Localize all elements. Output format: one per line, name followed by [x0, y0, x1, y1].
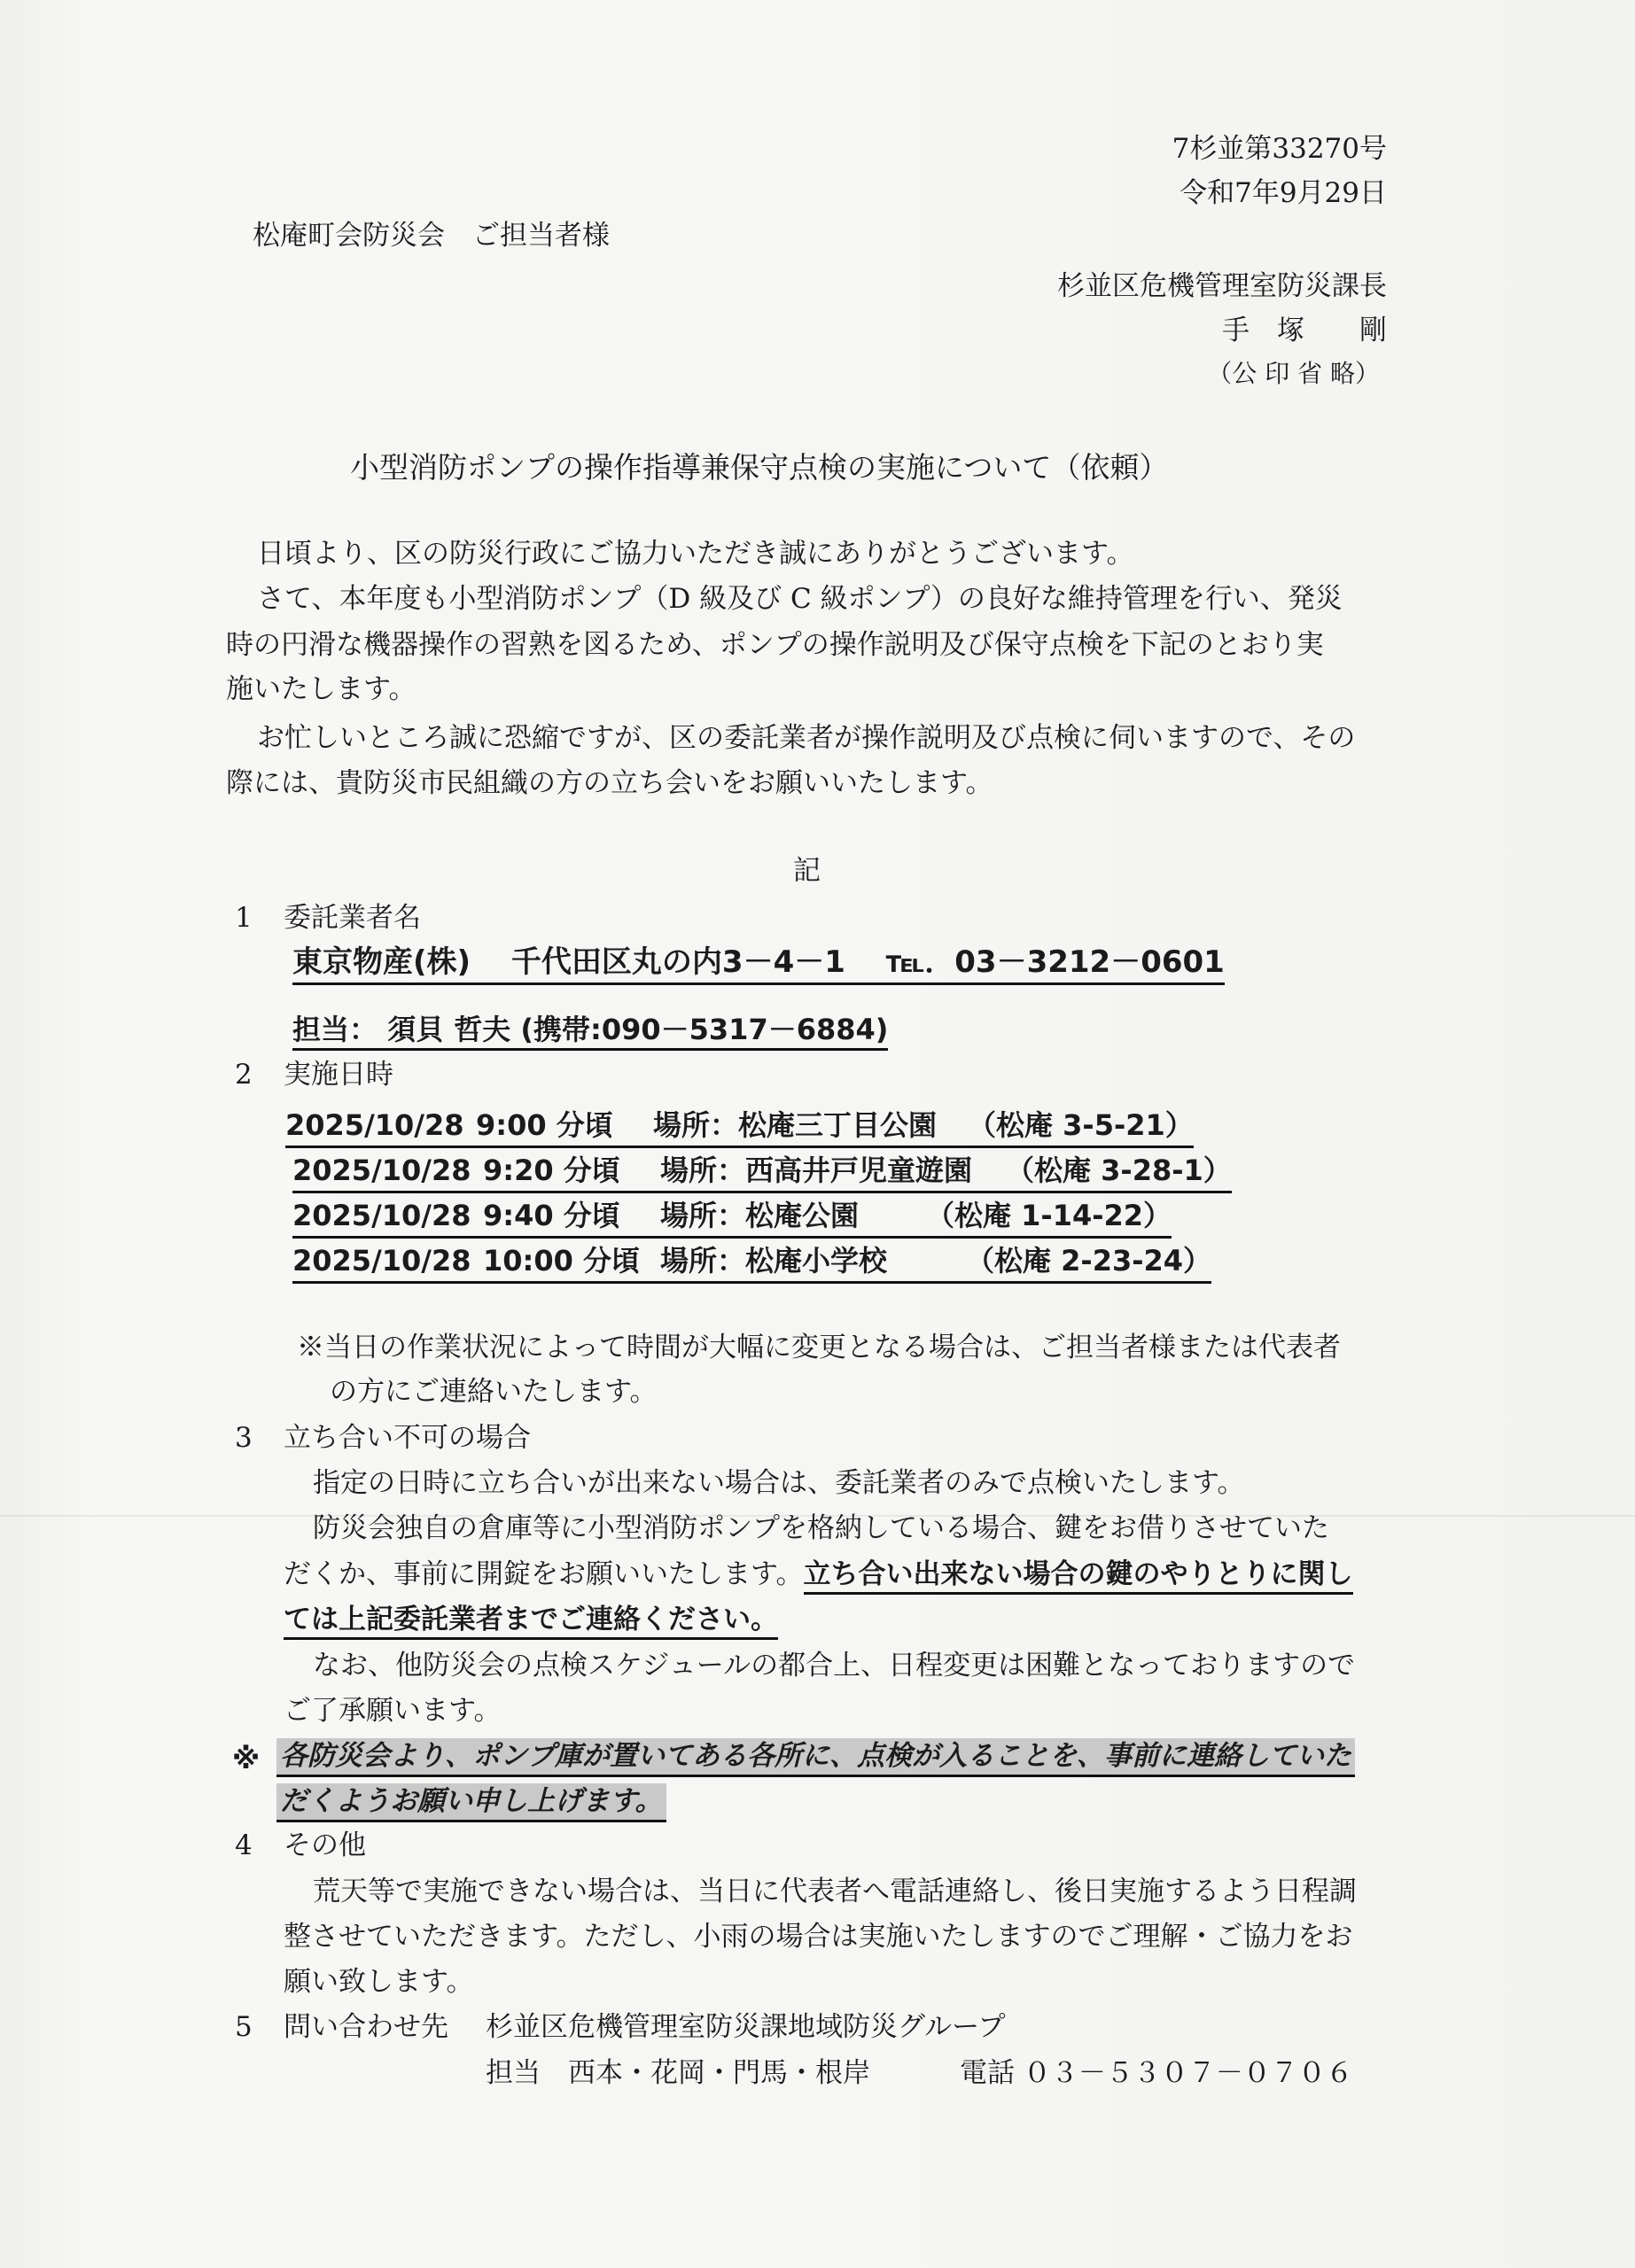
doc-number: 7杉並第33270号 — [1172, 133, 1387, 165]
schedule-time: 9:20 分頃 — [483, 1153, 620, 1187]
section-3-line-5: なお、他防災会の点検スケジュールの都合上、日程変更は困難となっておりますので — [313, 1650, 1356, 1682]
schedule-time: 9:00 分頃 — [476, 1108, 613, 1142]
section-4-line-1: 荒天等で実施できない場合は、当日に代表者へ電話連絡し、後日実施するよう日程調 — [313, 1876, 1357, 1907]
key-exchange-notice: 立ち合い出来ない場合の鍵のやりとりに関し — [804, 1558, 1353, 1595]
recipient: 松庵町会防災会 ご担当者様 — [253, 220, 610, 252]
body-paragraph-2-line-3: 施いたします。 — [226, 673, 417, 705]
schedule-row — [292, 1193, 1172, 1239]
sender-name: 手 塚 剛 — [1222, 315, 1387, 346]
seal-omitted-note: （公 印 省 略） — [1207, 359, 1380, 388]
section-3-line-4 — [284, 1604, 778, 1636]
section-1-number: 1 — [235, 902, 253, 934]
key-exchange-notice-cont: ては上記委託業者までご連絡ください。 — [284, 1604, 778, 1640]
contact-staff: 担当 西本・花岡・門馬・根岸 — [486, 2057, 870, 2089]
section-3-line-1: 指定の日時に立ち合いが出来ない場合は、委託業者のみで点検いたします。 — [313, 1467, 1245, 1499]
emphasis-mark: ※ — [232, 1742, 261, 1775]
body-paragraph-1: 日頃より、区の防災行政にご協力いただき誠にありがとうございます。 — [257, 538, 1134, 570]
schedule-date: 2025/10/28 — [292, 1199, 471, 1232]
document-title: 小型消防ポンプの操作指導兼保守点検の実施について（依頼） — [350, 450, 1169, 485]
doc-date: 令和7年9月29日 — [1180, 177, 1387, 209]
section-3-number: 3 — [235, 1422, 253, 1454]
schedule-address: （松庵 3-5-21） — [968, 1108, 1194, 1142]
schedule-date: 2025/10/28 — [292, 1153, 471, 1187]
schedule-place: 場所：西高井戸児童遊園 — [660, 1153, 973, 1187]
schedule-place: 場所：松庵三丁目公園 — [653, 1108, 938, 1142]
contact-phone: 電話 ０３－５３０７－０７０６ — [960, 2057, 1353, 2089]
schedule-row — [285, 1103, 1194, 1148]
section-4-heading: その他 — [284, 1829, 366, 1861]
schedule-row — [292, 1148, 1232, 1193]
schedule-address: （松庵 2-23-24） — [966, 1244, 1212, 1278]
contact-organization: 杉並区危機管理室防災課地域防災グループ — [486, 2011, 1006, 2043]
section-2-number: 2 — [235, 1059, 253, 1091]
schedule-time: 9:40 分頃 — [483, 1199, 620, 1232]
schedule-note-line-2: の方にご連絡いたします。 — [330, 1376, 658, 1408]
body-paragraph-3-line-1: お忙しいところ誠に恐縮ですが、区の委託業者が操作説明及び点検に伺いますので、その — [257, 722, 1356, 754]
section-3-line-6: ご了承願います。 — [284, 1695, 502, 1727]
emphasis-line-1: 各防災会より、ポンプ庫が置いてある各所に、点検が入ることを、事前に連絡していた — [276, 1738, 1355, 1777]
body-paragraph-2-line-1: さて、本年度も小型消防ポンプ（D 級及び C 級ポンプ）の良好な維持管理を行い、発災 — [257, 583, 1343, 615]
section-1-heading: 委託業者名 — [284, 902, 421, 934]
section-3-line-2: 防災会独自の倉庫等に小型消防ポンプを格納している場合、鍵をお借りさせていた — [313, 1512, 1329, 1544]
section-5-number: 5 — [235, 2011, 253, 2043]
section-2-heading: 実施日時 — [284, 1059, 393, 1091]
sender-department: 杉並区危機管理室防災課長 — [1057, 270, 1387, 302]
contractor-info: 東京物産(株) 千代田区丸の内3－4－1 ℡．03－3212－0601 — [292, 944, 1225, 985]
ki-heading: 記 — [793, 855, 821, 887]
schedule-address: （松庵 1-14-22） — [926, 1199, 1172, 1232]
body-paragraph-3-line-2: 際には、貴防災市民組織の方の立ち会いをお願いいたします。 — [226, 767, 993, 799]
section-4-line-3: 願い致します。 — [284, 1966, 474, 1998]
contractor-contact: 担当： 須貝 哲夫 (携帯:090－5317－6884) — [292, 1013, 888, 1051]
schedule-place: 場所：松庵公園 — [660, 1199, 860, 1232]
schedule-address: （松庵 3-28-1） — [1006, 1153, 1232, 1187]
schedule-time: 10:00 分頃 — [483, 1244, 641, 1278]
schedule-note-line-1: ※当日の作業状況によって時間が大幅に変更となる場合は、ご担当者様または代表者 — [297, 1332, 1341, 1363]
section-4-number: 4 — [235, 1829, 253, 1861]
body-paragraph-2-line-2: 時の円滑な機器操作の習熟を図るため、ポンプの操作説明及び保守点検を下記のとおり実 — [226, 629, 1324, 661]
schedule-row — [292, 1239, 1211, 1284]
section-3-line-3 — [284, 1558, 1353, 1591]
section-4-line-2: 整させていただきます。ただし、小雨の場合は実施いたしますのでご理解・ご協力をお — [284, 1921, 1353, 1953]
section-3-heading: 立ち合い不可の場合 — [284, 1422, 531, 1454]
schedule-place: 場所：松庵小学校 — [660, 1244, 888, 1278]
emphasis-line-2: だくようお願い申し上げます。 — [276, 1783, 666, 1822]
section-3-line-3-text: だくか、事前に開錠をお願いいたします。 — [284, 1558, 804, 1590]
schedule-date: 2025/10/28 — [285, 1108, 464, 1142]
schedule-date: 2025/10/28 — [292, 1244, 471, 1278]
section-5-heading: 問い合わせ先 — [284, 2011, 448, 2043]
